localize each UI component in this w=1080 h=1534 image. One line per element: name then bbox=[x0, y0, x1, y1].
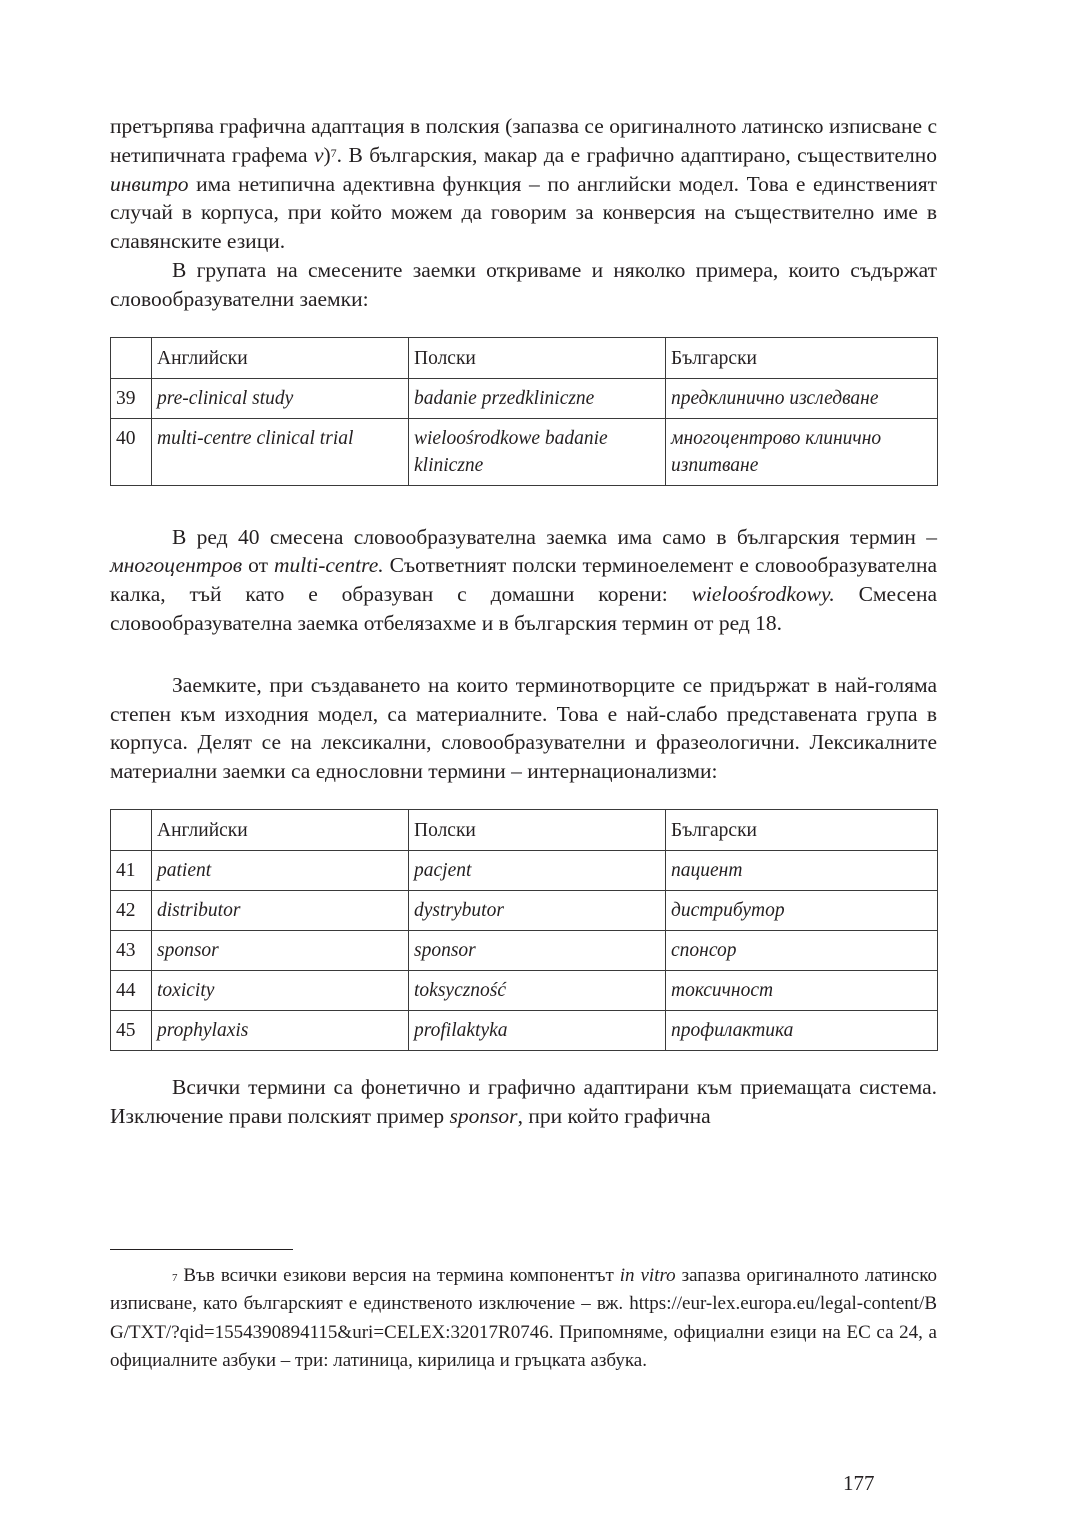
header-cell-polish: Полски bbox=[409, 337, 666, 378]
text-span: . В българския, макар да е графично адаптирано, съществително bbox=[336, 142, 937, 167]
paragraph-intro-mixed-loans: В групата на смесените заемки откриваме и няколко примера, които съдържат словообразувателни заемки: bbox=[110, 257, 937, 311]
header-cell-num bbox=[111, 337, 152, 378]
term-table-mixed-loans bbox=[110, 337, 938, 486]
text-span: , при който графична bbox=[517, 1103, 711, 1128]
table-row bbox=[111, 930, 938, 970]
bulgarian-term: токсичност bbox=[666, 970, 938, 1010]
page-body bbox=[110, 112, 937, 1131]
table-row bbox=[111, 890, 938, 930]
polish-term: badanie przedkliniczne bbox=[409, 378, 666, 418]
italic-term: многоцентров bbox=[110, 553, 243, 578]
footnote-separator bbox=[110, 1249, 293, 1250]
text-span: запазва оригиналното латинско изписване, като българският е единственото изключение – вж. bbox=[110, 1265, 937, 1315]
header-cell-num bbox=[111, 809, 152, 850]
italic-term: sponsor bbox=[449, 1103, 518, 1128]
text-span: В ред 40 смесена словообразувателна заемка има само в българския термин – bbox=[172, 524, 937, 549]
english-term: pre-clinical study bbox=[152, 378, 409, 418]
page-number: 177 bbox=[843, 1471, 875, 1495]
text-span: . Припомняме, официални езици на ЕС са 24, а официалните азбуки – три: латиница, кирилица и гръцката азбука. bbox=[110, 1321, 937, 1372]
footnote-7 bbox=[110, 1262, 937, 1376]
text-span: има нетипична адективна функция – по английски модел. Това е единственият случай в корпуса, при който можем да говорим за конверсия на съществително име в славянските езици. bbox=[110, 171, 937, 254]
bulgarian-term: предклинично изследване bbox=[666, 378, 938, 418]
bulgarian-term: многоцентрово клинично изпитване bbox=[666, 418, 938, 485]
english-term: sponsor bbox=[152, 930, 409, 970]
header-cell-english: Английски bbox=[152, 809, 409, 850]
paragraph-adaptation bbox=[110, 1073, 937, 1131]
row-number: 42 bbox=[111, 890, 152, 930]
table-row bbox=[111, 378, 938, 418]
header-cell-polish: Полски bbox=[409, 809, 666, 850]
english-term: distributor bbox=[152, 890, 409, 930]
italic-term: инвитро bbox=[110, 171, 189, 196]
english-term: patient bbox=[152, 850, 409, 890]
italic-term: v bbox=[313, 142, 324, 167]
header-cell-english: Английски bbox=[152, 337, 409, 378]
polish-term: toksyczność bbox=[409, 970, 666, 1010]
polish-term: dystrybutor bbox=[409, 890, 666, 930]
paragraph-row40-discussion bbox=[110, 523, 937, 638]
polish-term: sponsor bbox=[409, 930, 666, 970]
footnote-mark: 7 bbox=[172, 1272, 178, 1284]
italic-term: multi-centre. bbox=[274, 553, 384, 578]
italic-term: wieloośrodkowy. bbox=[691, 582, 835, 607]
text-span: Смесена словообразувателна заемка отбелязахме и в българския термин от ред 18. bbox=[110, 582, 937, 635]
table-row bbox=[111, 418, 938, 485]
polish-term: pacjent bbox=[409, 850, 666, 890]
header-cell-bulgarian: Български bbox=[666, 337, 938, 378]
english-term: toxicity bbox=[152, 970, 409, 1010]
text-span: ) bbox=[323, 142, 331, 167]
italic-term: in vitro bbox=[619, 1265, 676, 1286]
bulgarian-term: дистрибутор bbox=[666, 890, 938, 930]
header-cell-bulgarian: Български bbox=[666, 809, 938, 850]
row-number: 45 bbox=[111, 1010, 152, 1050]
english-term: multi-centre clinical trial bbox=[152, 418, 409, 485]
table-row bbox=[111, 850, 938, 890]
english-term: prophylaxis bbox=[152, 1010, 409, 1050]
table-header-row bbox=[111, 337, 938, 378]
row-number: 41 bbox=[111, 850, 152, 890]
text-span: от bbox=[242, 553, 275, 578]
text-span: Всички термини са фонетично и графично адаптирани към приемащата система. Изключение прави полският пример bbox=[110, 1074, 937, 1128]
term-table-material-loans bbox=[110, 809, 938, 1051]
polish-term: wieloośrodkowe badanie kliniczne bbox=[409, 418, 666, 485]
row-number: 44 bbox=[111, 970, 152, 1010]
bulgarian-term: спонсор bbox=[666, 930, 938, 970]
table-header-row bbox=[111, 809, 938, 850]
row-number: 39 bbox=[111, 378, 152, 418]
bulgarian-term: профилактика bbox=[666, 1010, 938, 1050]
text-span: Съответният полски терминоелемент е словообразувателна калка, тъй като е образуван с домашни корени: bbox=[110, 553, 937, 607]
footnote-reference[interactable]: 7 bbox=[330, 145, 337, 160]
text-span: претърпява графична адаптация в полския (запазва се оригиналното латинско изписване с нетипичната графема bbox=[110, 114, 937, 167]
polish-term: profilaktyka bbox=[409, 1010, 666, 1050]
paragraph-material-loans: Заемките, при създаването на които терминотворците се придържат в най-голяма степен към изходния модел, са материалните. Това е най-слабо представената група в корпуса. Делят се на лексикални, словообразувателни и фразеологични. Лексикалните материални заемки са еднословни термини – интернационализми: bbox=[110, 672, 937, 784]
table-row bbox=[111, 1010, 938, 1050]
paragraph-continuation bbox=[110, 112, 937, 256]
row-number: 40 bbox=[111, 418, 152, 485]
text-span: Във всички езикови версия на термина компонентът bbox=[177, 1265, 620, 1286]
bulgarian-term: пациент bbox=[666, 850, 938, 890]
footnote-url-link[interactable]: https://eur-lex.europa.eu/legal-content/BG/TXT/?qid=1554390894115&uri=CELEX:32017R0746 bbox=[110, 1293, 937, 1343]
table-row bbox=[111, 970, 938, 1010]
row-number: 43 bbox=[111, 930, 152, 970]
